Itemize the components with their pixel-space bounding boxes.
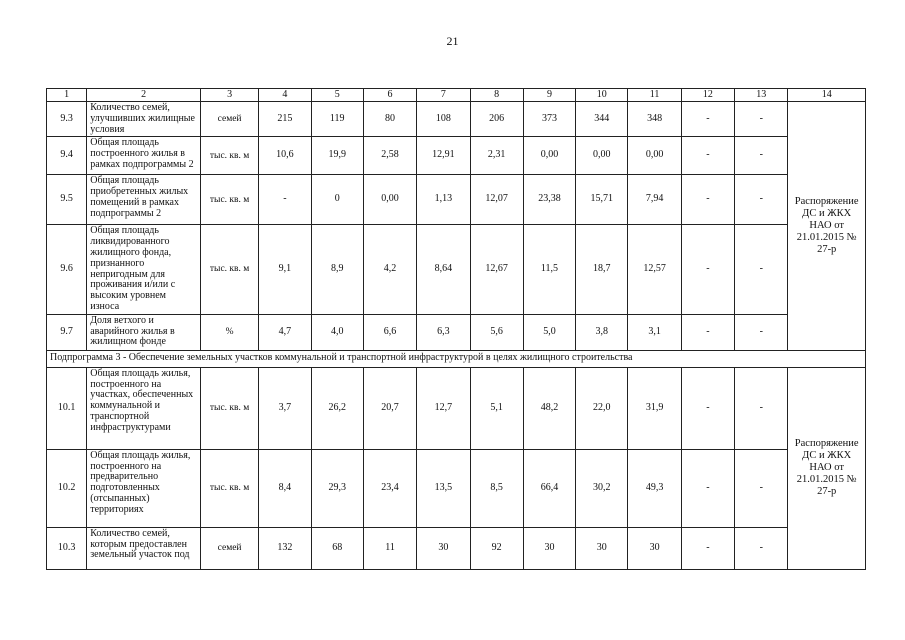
value-cell: 30 (523, 527, 575, 569)
value-cell: 23,38 (523, 175, 575, 225)
value-cell: 48,2 (523, 367, 575, 449)
value-cell: 30 (576, 527, 628, 569)
table-row (47, 367, 866, 449)
value-cell: 6,3 (417, 314, 470, 350)
value-cell: 12,7 (417, 367, 470, 449)
value-cell: 3,8 (576, 314, 628, 350)
value-cell: 2,31 (470, 137, 523, 175)
column-number-cell: 13 (735, 89, 788, 102)
value-cell: 12,57 (628, 225, 681, 314)
indicators-table (46, 88, 866, 570)
value-cell: 132 (259, 527, 311, 569)
value-cell: 66,4 (523, 449, 575, 527)
unit-cell: тыс. кв. м (200, 175, 258, 225)
page-number: 21 (446, 34, 459, 48)
value-cell: - (681, 137, 734, 175)
unit-cell: тыс. кв. м (200, 449, 258, 527)
value-cell: 92 (470, 527, 523, 569)
table-row (47, 314, 866, 350)
value-cell: 7,94 (628, 175, 681, 225)
value-cell: - (681, 102, 734, 137)
value-cell: 12,91 (417, 137, 470, 175)
column-number-row (47, 89, 866, 102)
column-number-cell: 2 (87, 89, 201, 102)
value-cell: 49,3 (628, 449, 681, 527)
value-cell: - (735, 225, 788, 314)
value-cell: 108 (417, 102, 470, 137)
unit-cell: тыс. кв. м (200, 137, 258, 175)
column-number-cell: 14 (788, 89, 866, 102)
value-cell: 0,00 (523, 137, 575, 175)
value-cell: 344 (576, 102, 628, 137)
column-number-cell: 3 (200, 89, 258, 102)
value-cell: 22,0 (576, 367, 628, 449)
unit-cell: семей (200, 527, 258, 569)
value-cell: 80 (363, 102, 416, 137)
value-cell: 6,6 (363, 314, 416, 350)
indicator-name-cell: Доля ветхого и аварийного жилья в жилищном фонде (87, 314, 201, 350)
value-cell: 0,00 (363, 175, 416, 225)
unit-cell: тыс. кв. м (200, 367, 258, 449)
value-cell: 9,1 (259, 225, 311, 314)
value-cell: 3,1 (628, 314, 681, 350)
indicator-name-cell: Общая площадь построенного жилья в рамках подпрограммы 2 (87, 137, 201, 175)
column-number-cell: 11 (628, 89, 681, 102)
indicator-name-cell: Общая площадь жилья, построенного на участках, обеспеченных коммунальной и транспортной инфраструктурами (87, 367, 201, 449)
value-cell: 4,0 (311, 314, 363, 350)
row-number-cell: 9.5 (47, 175, 87, 225)
column-number-cell: 9 (523, 89, 575, 102)
value-cell: 4,7 (259, 314, 311, 350)
value-cell: 0 (311, 175, 363, 225)
value-cell: 5,0 (523, 314, 575, 350)
table-row (47, 102, 866, 137)
row-number-cell: 9.6 (47, 225, 87, 314)
value-cell: 206 (470, 102, 523, 137)
value-cell: 0,00 (576, 137, 628, 175)
value-cell: - (681, 225, 734, 314)
value-cell: 31,9 (628, 367, 681, 449)
value-cell: 12,07 (470, 175, 523, 225)
value-cell: - (735, 314, 788, 350)
column-number-cell: 7 (417, 89, 470, 102)
value-cell: 26,2 (311, 367, 363, 449)
value-cell: 8,9 (311, 225, 363, 314)
table-body (47, 89, 866, 570)
value-cell: 68 (311, 527, 363, 569)
row-number-cell: 9.3 (47, 102, 87, 137)
table-row (47, 527, 866, 569)
value-cell: - (735, 137, 788, 175)
table-row (47, 137, 866, 175)
column-number-cell: 10 (576, 89, 628, 102)
value-cell: - (681, 527, 734, 569)
value-cell: 348 (628, 102, 681, 137)
indicator-name-cell: Общая площадь жилья, построенного на предварительно подготовленных (отсыпанных) территориях (87, 449, 201, 527)
column-number-cell: 12 (681, 89, 734, 102)
value-cell: 10,6 (259, 137, 311, 175)
value-cell: - (735, 449, 788, 527)
indicator-name-cell: Общая площадь приобретенных жилых помещений в рамках подпрограммы 2 (87, 175, 201, 225)
value-cell: - (735, 175, 788, 225)
table-row (47, 225, 866, 314)
value-cell: 23,4 (363, 449, 416, 527)
unit-cell: % (200, 314, 258, 350)
indicator-name-cell: Количество семей, улучшивших жилищные условия (87, 102, 201, 137)
unit-cell: семей (200, 102, 258, 137)
value-cell: 30 (417, 527, 470, 569)
table-row (47, 175, 866, 225)
value-cell: - (735, 367, 788, 449)
value-cell: 12,67 (470, 225, 523, 314)
indicator-name-cell: Количество семей, которым предоставлен земельный участок под (87, 527, 201, 569)
value-cell: 2,58 (363, 137, 416, 175)
value-cell: 13,5 (417, 449, 470, 527)
value-cell: - (681, 367, 734, 449)
value-cell: - (681, 449, 734, 527)
value-cell: 30,2 (576, 449, 628, 527)
value-cell: - (735, 527, 788, 569)
value-cell: 11,5 (523, 225, 575, 314)
unit-cell: тыс. кв. м (200, 225, 258, 314)
column-number-cell: 8 (470, 89, 523, 102)
subprogram-row (47, 350, 866, 367)
column-number-cell: 4 (259, 89, 311, 102)
row-number-cell: 10.1 (47, 367, 87, 449)
column-number-cell: 5 (311, 89, 363, 102)
value-cell: 11 (363, 527, 416, 569)
value-cell: 119 (311, 102, 363, 137)
row-number-cell: 10.3 (47, 527, 87, 569)
column-number-cell: 1 (47, 89, 87, 102)
value-cell: 29,3 (311, 449, 363, 527)
basis-document-cell: Распоряжение ДС и ЖКХ НАО от 21.01.2015 № 27-р (788, 367, 866, 569)
value-cell: 8,4 (259, 449, 311, 527)
value-cell: 8,64 (417, 225, 470, 314)
value-cell: 15,71 (576, 175, 628, 225)
value-cell: 20,7 (363, 367, 416, 449)
value-cell: 18,7 (576, 225, 628, 314)
value-cell: 3,7 (259, 367, 311, 449)
value-cell: 8,5 (470, 449, 523, 527)
indicator-name-cell: Общая площадь ликвидированного жилищного фонда, признанного непригодным для проживания и/или с высоким уровнем износа (87, 225, 201, 314)
value-cell: 5,6 (470, 314, 523, 350)
value-cell: - (735, 102, 788, 137)
value-cell: 4,2 (363, 225, 416, 314)
value-cell: 1,13 (417, 175, 470, 225)
table-row (47, 449, 866, 527)
basis-document-cell: Распоряжение ДС и ЖКХ НАО от 21.01.2015 № 27-р (788, 102, 866, 351)
value-cell: 19,9 (311, 137, 363, 175)
value-cell: - (681, 314, 734, 350)
column-number-cell: 6 (363, 89, 416, 102)
value-cell: 373 (523, 102, 575, 137)
value-cell: 0,00 (628, 137, 681, 175)
value-cell: 30 (628, 527, 681, 569)
subprogram-title: Подпрограмма 3 - Обеспечение земельных участков коммунальной и транспортной инфраструктурой в целях жилищного строительства (47, 350, 866, 367)
row-number-cell: 9.4 (47, 137, 87, 175)
row-number-cell: 10.2 (47, 449, 87, 527)
row-number-cell: 9.7 (47, 314, 87, 350)
value-cell: - (681, 175, 734, 225)
value-cell: - (259, 175, 311, 225)
value-cell: 5,1 (470, 367, 523, 449)
value-cell: 215 (259, 102, 311, 137)
